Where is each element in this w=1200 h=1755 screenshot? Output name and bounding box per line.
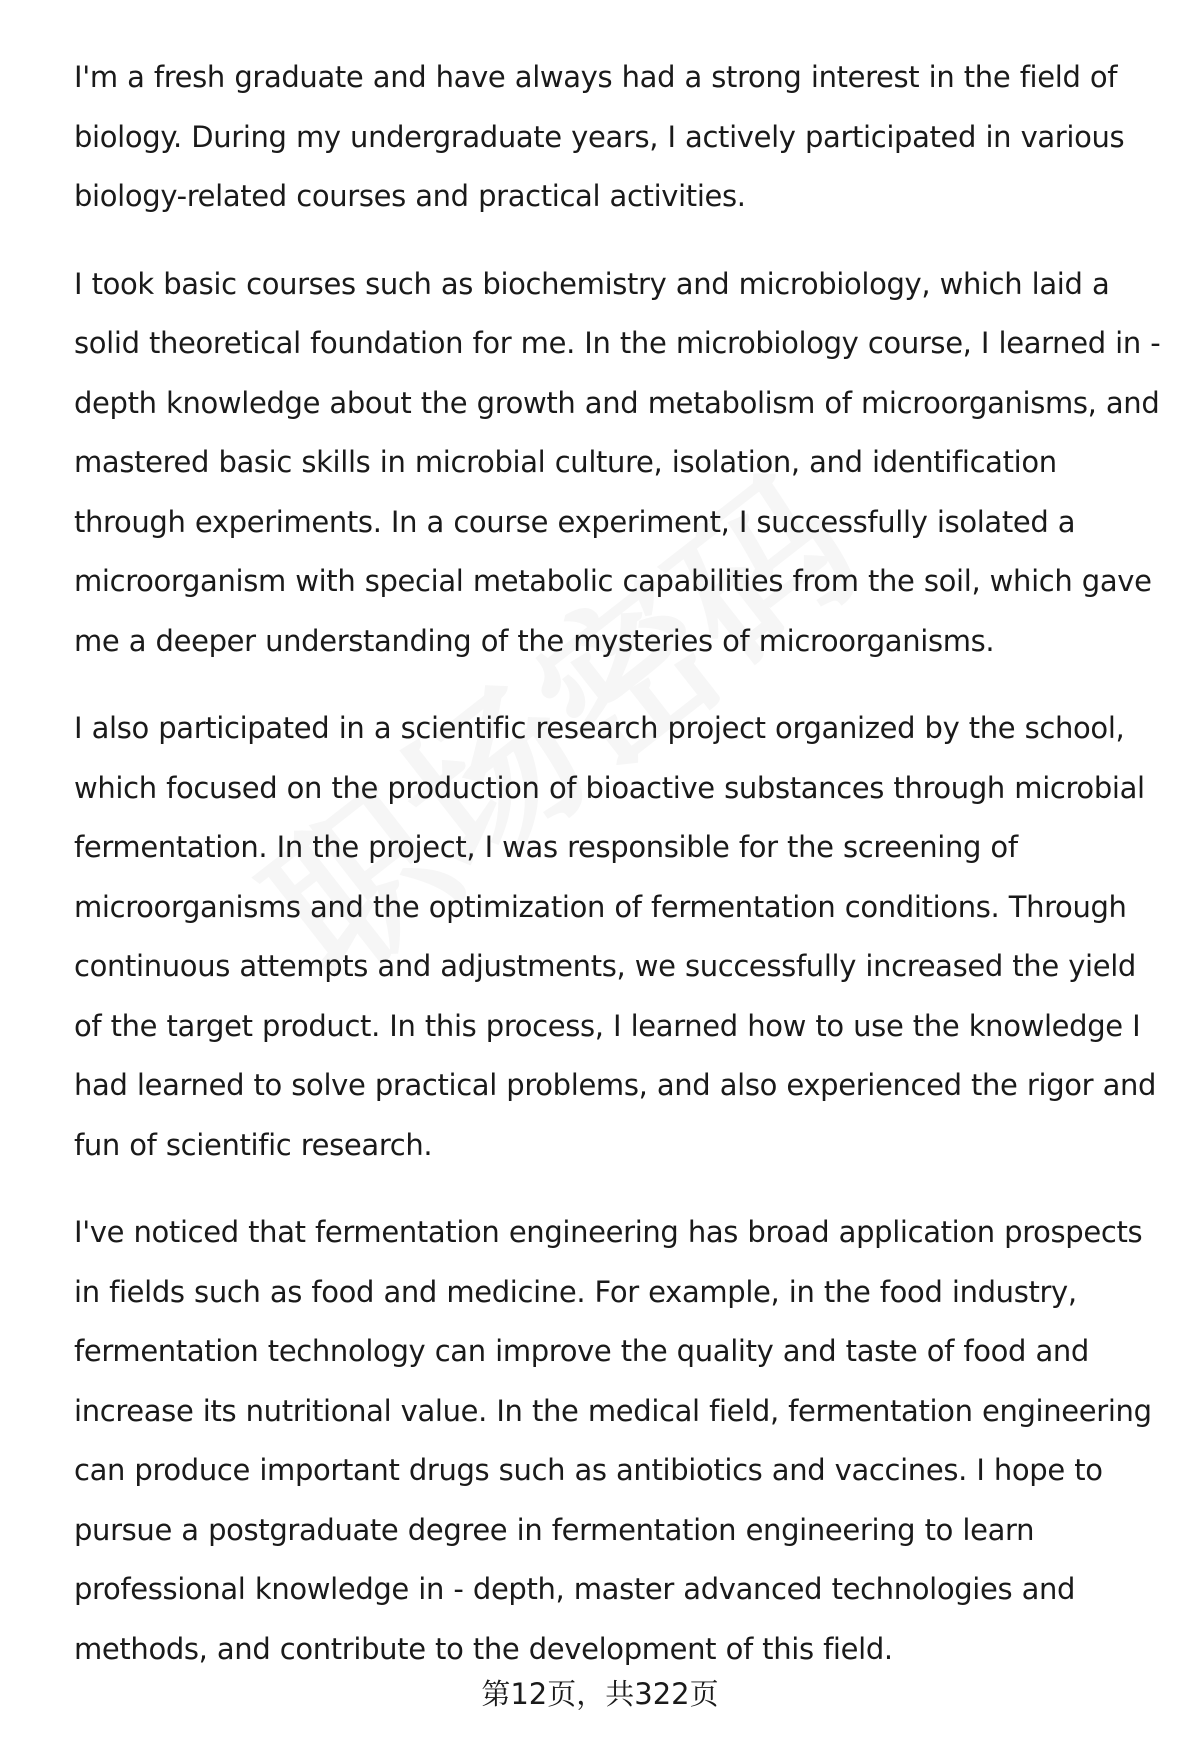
document-body	[74, 48, 1164, 1679]
page-number-footer: 第12页，共322页	[481, 1677, 719, 1711]
paragraph-4: I've noticed that fermentation engineering has broad application prospects in fields such as food and medicine. For example, in the food industry, fermentation technology can improve the quality and taste of food and increase its nutritional value. In the medical field, fermentation engineering can produce important drugs such as antibiotics and vaccines. I hope to pursue a postgraduate degree in fermentation engineering to learn professional knowledge in - depth, master advanced technologies and methods, and contribute to the development of this field.	[74, 1215, 1152, 1666]
paragraph-1: I'm a fresh graduate and have always had a strong interest in the field of biology. During my undergraduate years, I actively participated in various biology-related courses and practical activities.	[74, 60, 1125, 213]
paragraph-3: I also participated in a scientific research project organized by the school, which focused on the production of bioactive substances through microbial fermentation. In the project, I was responsible for the screening of microorganisms and the optimization of fermentation conditions. Through continuous attempts and adjustments, we successfully increased the yield of the target product. In this process, I learned how to use the knowledge I had learned to solve practical problems, and also experienced the rigor and fun of scientific research.	[74, 711, 1157, 1162]
paragraph-2: I took basic courses such as biochemistry and microbiology, which laid a solid theoretical foundation for me. In the microbiology course, I learned in - depth knowledge about the growth and metabolism of microorganisms, and mastered basic skills in microbial culture, isolation, and identification through experiments. In a course experiment, I successfully isolated a microorganism with special metabolic capabilities from the soil, which gave me a deeper understanding of the mysteries of microorganisms.	[74, 266, 1161, 658]
